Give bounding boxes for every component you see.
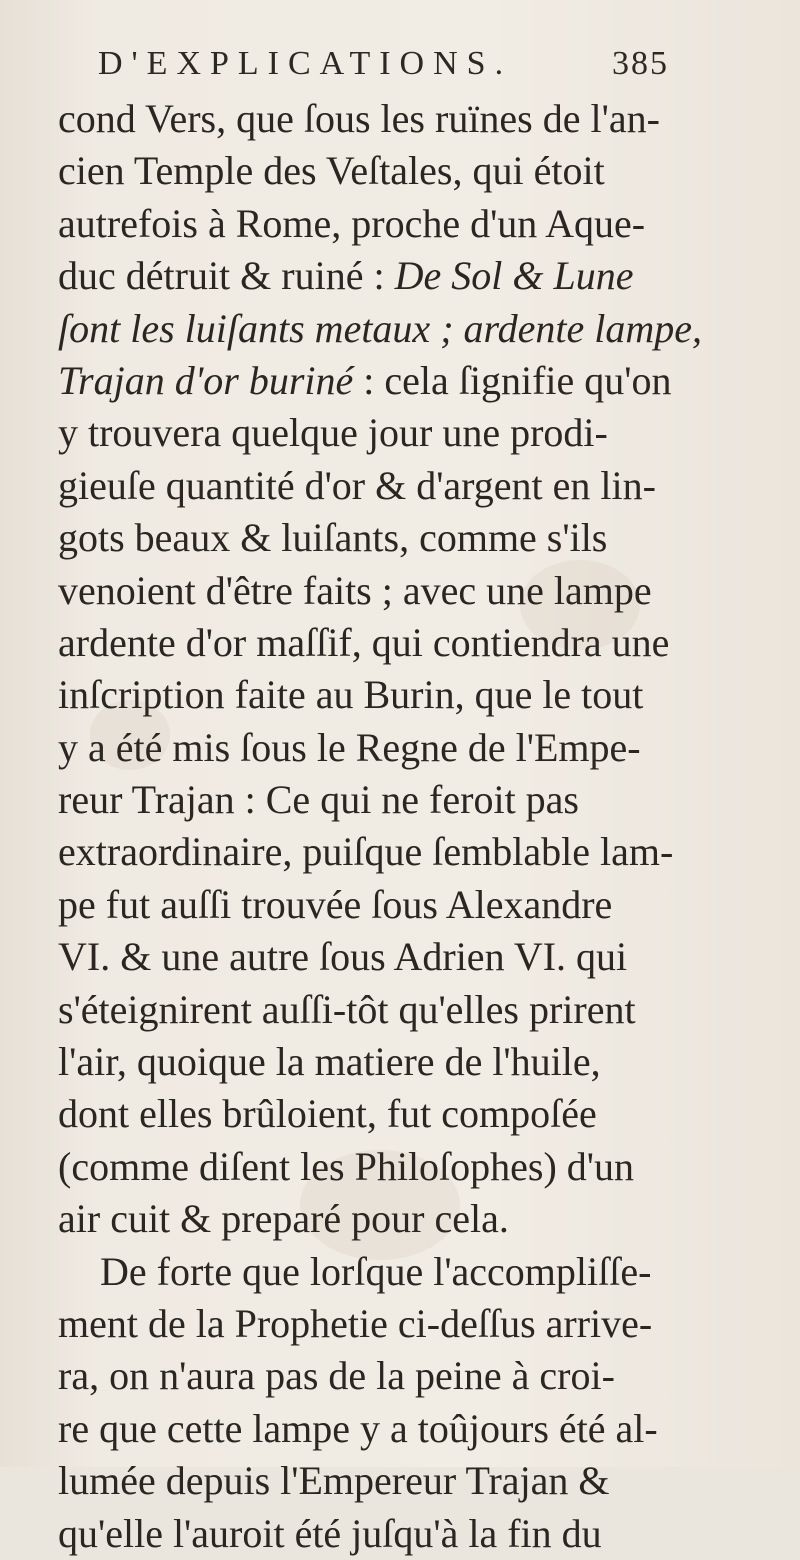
text-line: y trouvera quelque jour une prodi-	[58, 410, 608, 456]
text-line: extraordinaire, puiſque ſemblable lam-	[58, 829, 674, 875]
text-line: re que cette lampe y a toûjours été al-	[58, 1405, 658, 1451]
text-line: s'éteignirent auſſi-tôt qu'elles prirent	[58, 986, 636, 1032]
text-line: y a été mis ſous le Regne de l'Empe-	[58, 724, 641, 770]
running-head	[0, 40, 800, 88]
text-line: VI. & une autre ſous Adrien VI. qui	[58, 934, 628, 980]
text-line: pe fut auſſi trouvée ſous Alexandre	[58, 881, 613, 927]
text-line: lumée depuis l'Empereur Trajan &	[58, 1458, 610, 1504]
text-line: reur Trajan : Ce qui ne feroit pas	[58, 777, 579, 823]
paragraph-start-line: De forte que lorſque l'accompliſſe-	[100, 1248, 652, 1294]
text-line: inſcription faite au Burin, que le tout	[58, 672, 644, 718]
text-line: cond Vers, que ſous les ruïnes de l'an-	[58, 96, 660, 141]
text-line: ſont les luiſants metaux ; ardente lampe,	[58, 305, 702, 351]
text-line: qu'elle l'auroit été juſqu'à la fin du	[58, 1510, 602, 1556]
text-line: ment de la Prophetie ci-deſſus arrive-	[58, 1300, 653, 1346]
text-line: l'air, quoique la matiere de l'huile,	[58, 1039, 601, 1085]
text-line: duc détruit & ruiné : De Sol & Lune	[58, 253, 634, 299]
page-number: 385	[612, 45, 669, 82]
text-line: venoient d'être faits ; avec une lampe	[58, 567, 652, 613]
text-line: ra, on n'aura pas de la peine à croi-	[58, 1353, 615, 1399]
text-line: gieuſe quantité d'or & d'argent en lin-	[58, 462, 656, 508]
running-head-title: D'EXPLICATIONS.	[98, 45, 513, 82]
text-line: gots beaux & luiſants, comme s'ils	[58, 515, 608, 561]
text-line: autrefois à Rome, proche d'un Aque-	[58, 200, 646, 246]
text-line: ardente d'or maſſif, qui contiendra une	[58, 619, 670, 665]
text-line: (comme diſent les Philoſophes) d'un	[58, 1143, 635, 1189]
text-line: air cuit & preparé pour cela.	[58, 1196, 509, 1242]
body-text	[58, 93, 778, 1560]
text-line: dont elles brûloient, fut compoſée	[58, 1091, 597, 1137]
text-line: cien Temple des Veſtales, qui étoit	[58, 148, 605, 194]
text-line: Trajan d'or buriné : cela ſignifie qu'on	[58, 357, 672, 403]
